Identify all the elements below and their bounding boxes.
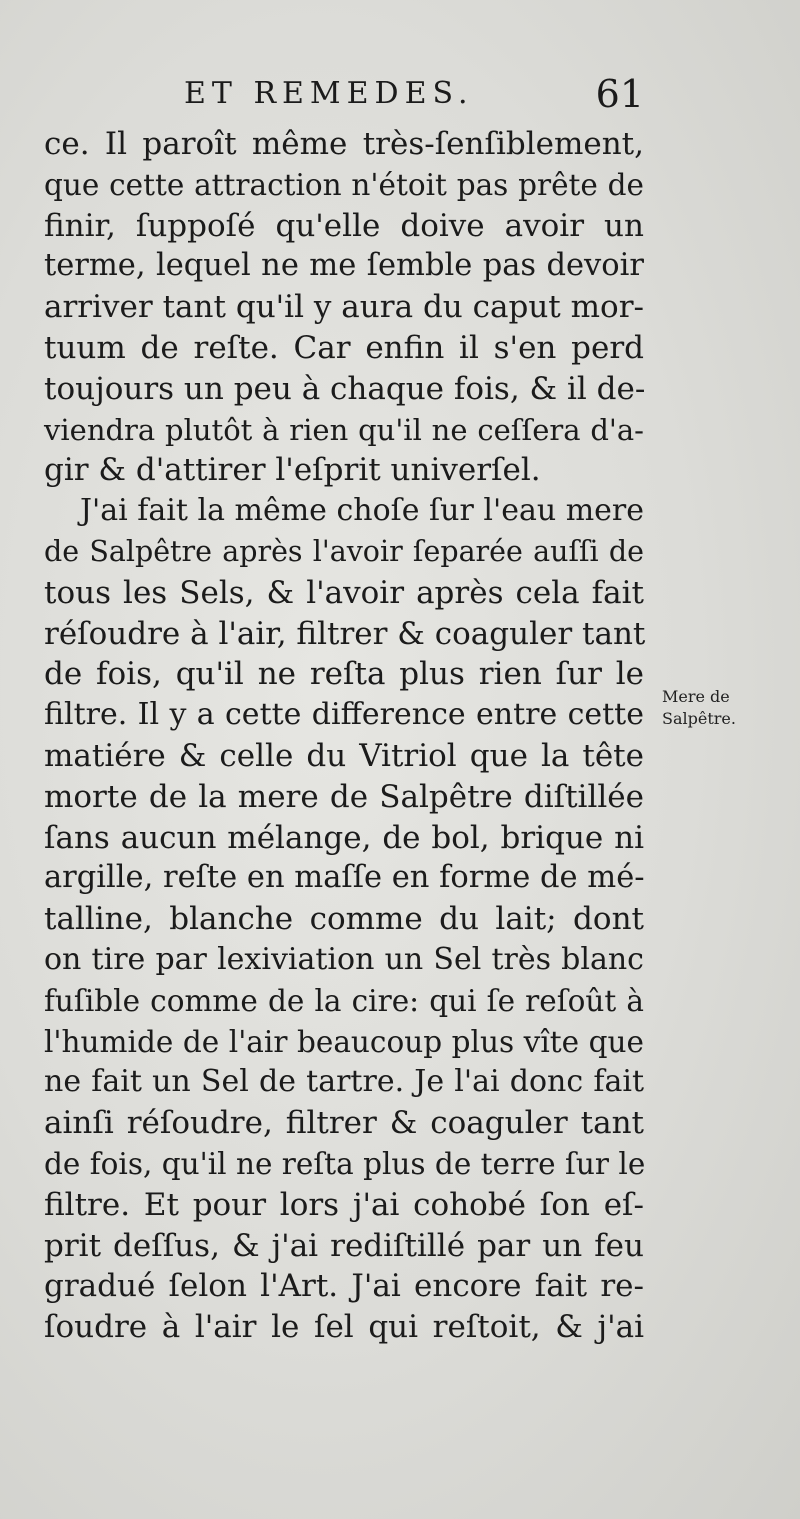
text-line: de fois, qu'il ne reſta plus de terre ſur le bbox=[44, 1146, 646, 1181]
text-line: réſoudre à l'air, filtrer & coaguler tant bbox=[44, 615, 646, 652]
text-line: de Salpêtre après l'avoir ſeparée auſſi de bbox=[44, 534, 644, 568]
text-line: morte de la mere de Salpêtre diſtillée bbox=[44, 778, 644, 815]
page-header bbox=[44, 72, 644, 120]
marginal-note-line: Salpêtre. bbox=[662, 709, 736, 728]
text-line: terme, lequel ne me ſemble pas devoir bbox=[44, 248, 644, 284]
page-number: 61 bbox=[595, 72, 644, 116]
text-line: prit deſſus, & j'ai rediſtillé par un feu bbox=[44, 1227, 644, 1264]
text-line: ainſi réſoudre, filtrer & coaguler tant bbox=[44, 1105, 644, 1142]
text-line: l'humide de l'air beaucoup plus vîte que bbox=[44, 1024, 644, 1059]
running-head: ET REMEDES. bbox=[184, 76, 474, 111]
text-line: tous les Sels, & l'avoir après cela fait bbox=[44, 574, 644, 611]
text-line: fuſible comme de la cire: qui ſe reſoût à bbox=[44, 983, 644, 1018]
text-line: arriver tant qu'il y aura du caput mor- bbox=[44, 289, 644, 326]
text-line: toujours un peu à chaque fois, & il de- bbox=[44, 370, 646, 407]
body-text bbox=[44, 124, 644, 1348]
text-line: filtre. Et pour lors j'ai cohobé ſon eſ- bbox=[44, 1186, 644, 1223]
text-line: argille, reſte en maſſe en forme de mé- bbox=[44, 860, 645, 896]
text-line: matiére & celle du Vitriol que la tête bbox=[44, 737, 644, 774]
text-line: de fois, qu'il ne reſta plus rien ſur le bbox=[44, 656, 644, 693]
text-line: filtre. Il y a cette difference entre cette bbox=[44, 697, 644, 733]
text-line: gir & d'attirer l'eſprit univerſel. bbox=[44, 452, 541, 489]
marginal-note bbox=[662, 686, 736, 730]
text-line: ne fait un Sel de tartre. Je l'ai donc fait bbox=[44, 1064, 644, 1100]
text-line: finir, ſuppoſé qu'elle doive avoir un bbox=[44, 207, 644, 244]
text-line: ſoudre à l'air le ſel qui reſtoit, & j'ai bbox=[44, 1309, 644, 1346]
text-line: talline, blanche comme du lait; dont bbox=[44, 901, 644, 938]
marginal-note-line: Mere de bbox=[662, 687, 730, 706]
text-line: viendra plutôt à rien qu'il ne ceſſera d'a- bbox=[44, 412, 644, 447]
paragraph-start-line: J'ai fait la même choſe ſur l'eau mere bbox=[80, 493, 644, 529]
text-line: on tire par lexiviation un Sel très blanc bbox=[44, 941, 644, 977]
text-line: gradué ſelon l'Art. J'ai encore fait re- bbox=[44, 1268, 644, 1305]
text-line: tuum de reſte. Car enfin il s'en perd bbox=[44, 329, 644, 366]
text-line: que cette attraction n'étoit pas prête de bbox=[44, 167, 644, 202]
text-line: ce. Il paroît même très-ſenſiblement, bbox=[44, 126, 644, 162]
text-line: ſans aucun mélange, de bol, brique ni bbox=[44, 819, 644, 856]
